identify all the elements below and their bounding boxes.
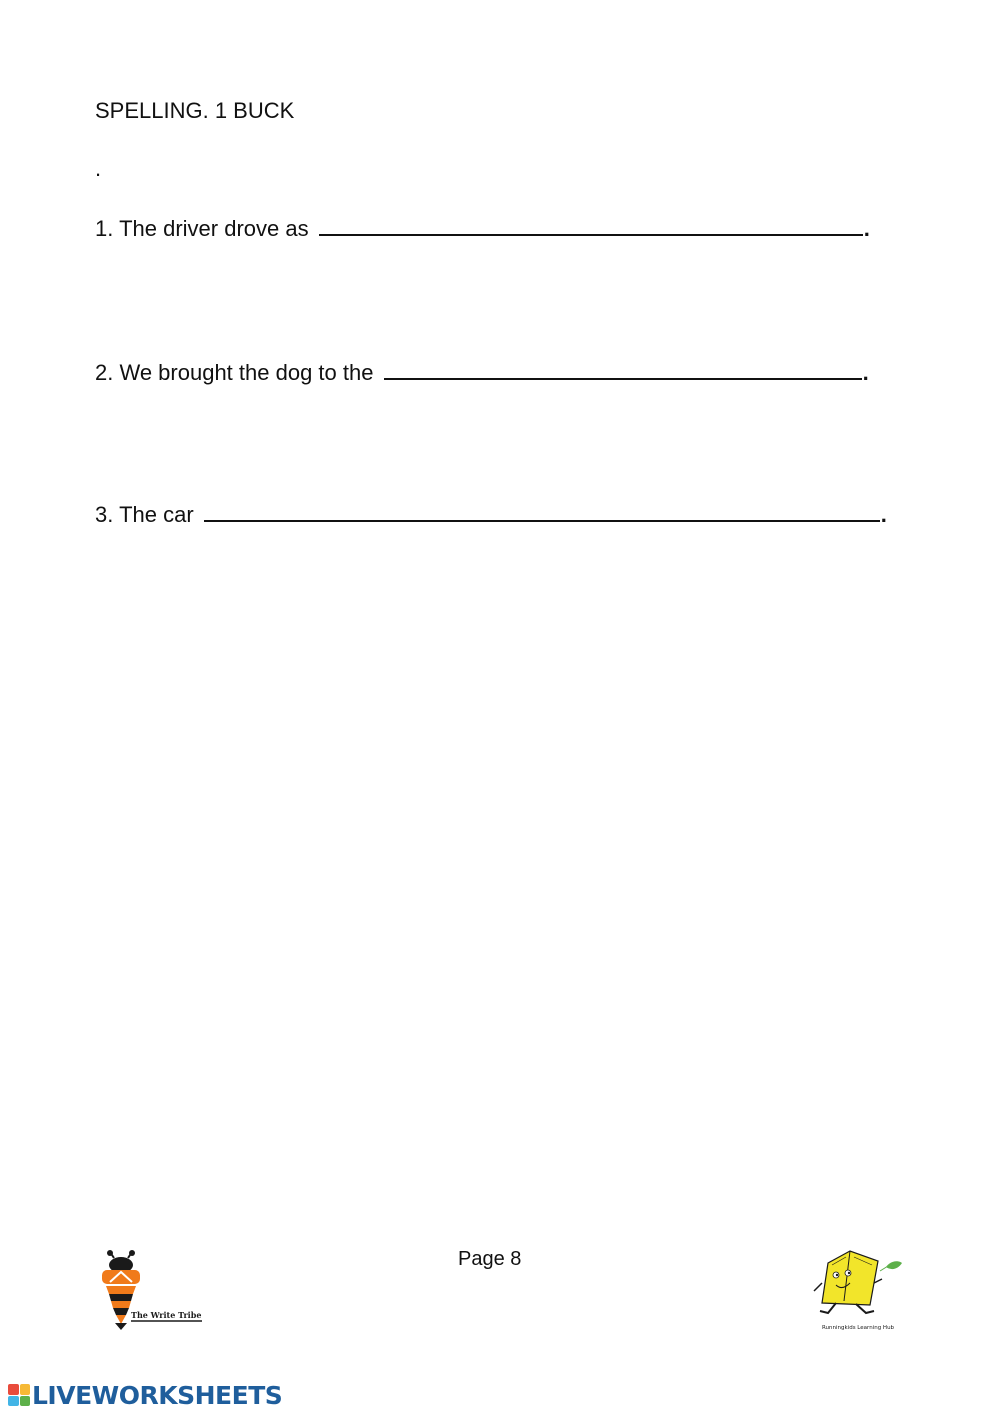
separator-dot: . (95, 156, 102, 181)
question-1-period: . (863, 216, 870, 241)
question-2-period: . (862, 360, 869, 385)
question-3-period: . (880, 502, 887, 527)
liveworksheets-brand-text: LIVEWORKSHEETS (32, 1380, 283, 1410)
question-3-prompt: 3. The car (95, 502, 194, 527)
question-3 (95, 498, 887, 528)
question-1-prompt: 1. The driver drove as (95, 216, 309, 241)
running-book-logo (808, 1243, 908, 1343)
question-1-answer-blank[interactable] (319, 212, 863, 236)
page-number: Page 8 (458, 1248, 522, 1270)
write-tribe-logo-text: The Write Tribe (131, 1310, 202, 1320)
question-3-answer-blank[interactable] (204, 498, 880, 522)
question-2-answer-blank[interactable] (384, 356, 862, 380)
question-1 (95, 212, 870, 242)
liveworksheets-brand[interactable] (8, 1380, 282, 1410)
running-book-logo-text: Runningkids Learning Hub (821, 1325, 895, 1331)
liveworksheets-grid-icon (8, 1384, 30, 1406)
write-tribe-bee-logo (98, 1250, 208, 1330)
question-2-prompt: 2. We brought the dog to the (95, 360, 374, 385)
worksheet-title: SPELLING. 1 BUCK (95, 98, 295, 123)
question-2 (95, 356, 869, 386)
